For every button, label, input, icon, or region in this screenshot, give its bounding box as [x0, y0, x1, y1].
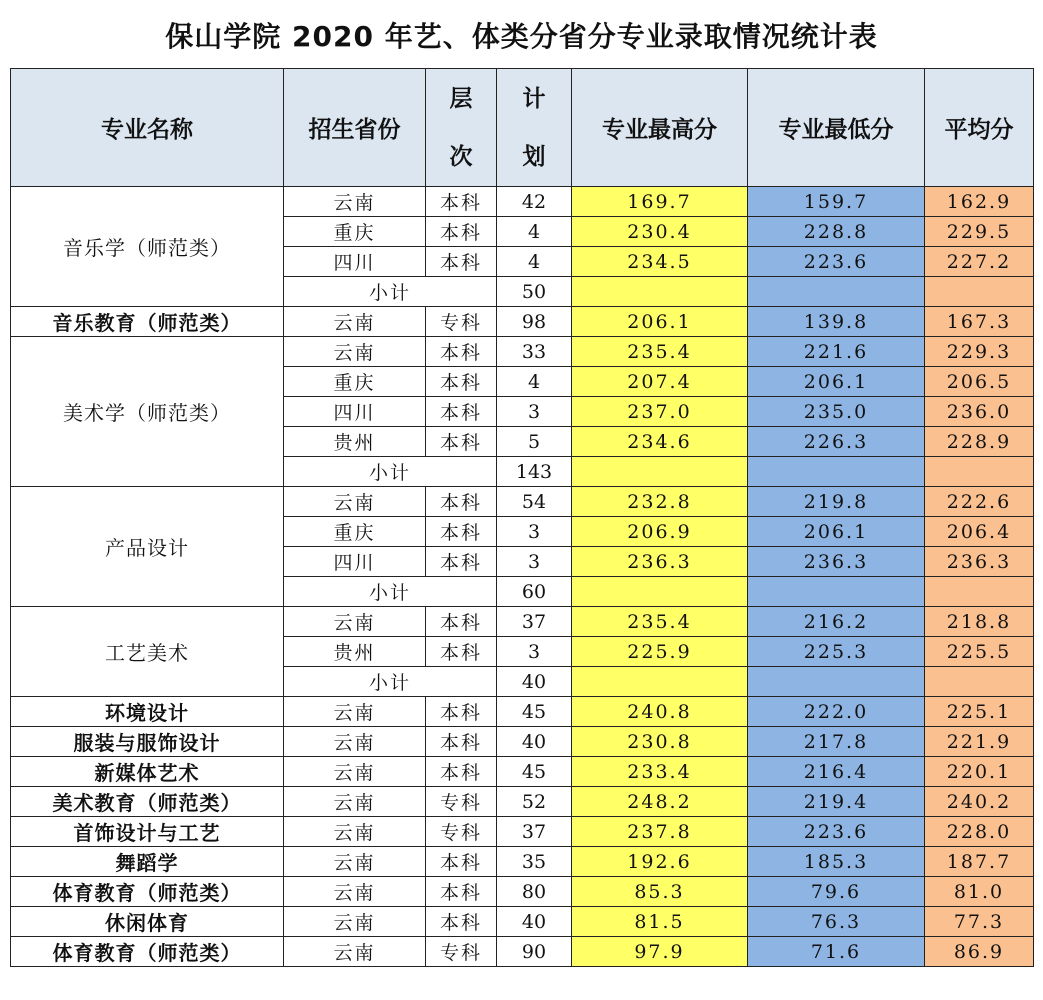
header-level-bottom: 次 — [449, 143, 473, 170]
min-score-cell: 159.7 — [748, 187, 925, 217]
min-score-cell: 79.6 — [748, 877, 925, 907]
level-cell: 专科 — [426, 787, 497, 817]
max-score-cell: 225.9 — [572, 637, 748, 667]
max-score-cell: 235.4 — [572, 607, 748, 637]
major-name: 舞蹈学 — [11, 847, 284, 877]
avg-score-cell: 225.5 — [925, 637, 1034, 667]
avg-score-cell: 167.3 — [925, 307, 1034, 337]
table-row — [11, 727, 1034, 757]
max-score-cell: 234.6 — [572, 427, 748, 457]
header-plan-top: 计 — [522, 85, 546, 112]
plan-cell: 40 — [497, 727, 572, 757]
level-cell: 本科 — [426, 397, 497, 427]
avg-score-cell: 229.3 — [925, 337, 1034, 367]
province-cell: 云南 — [284, 937, 426, 967]
province-cell: 云南 — [284, 607, 426, 637]
level-cell: 本科 — [426, 187, 497, 217]
province-cell: 云南 — [284, 877, 426, 907]
min-score-cell — [748, 667, 925, 697]
max-score-cell: 230.4 — [572, 217, 748, 247]
table-row — [11, 847, 1034, 877]
plan-cell: 42 — [497, 187, 572, 217]
avg-score-cell: 228.0 — [925, 817, 1034, 847]
min-score-cell — [748, 577, 925, 607]
province-cell: 云南 — [284, 847, 426, 877]
max-score-cell: 192.6 — [572, 847, 748, 877]
max-score-cell — [572, 577, 748, 607]
subtotal-label: 小计 — [284, 667, 497, 697]
max-score-cell: 233.4 — [572, 757, 748, 787]
plan-cell: 80 — [497, 877, 572, 907]
plan-cell: 45 — [497, 697, 572, 727]
plan-cell: 90 — [497, 937, 572, 967]
table-body — [11, 187, 1034, 967]
min-score-cell: 71.6 — [748, 937, 925, 967]
avg-score-cell: 220.1 — [925, 757, 1034, 787]
header-row — [11, 69, 1034, 187]
avg-score-cell: 221.9 — [925, 727, 1034, 757]
header-plan — [497, 69, 572, 187]
plan-cell: 3 — [497, 547, 572, 577]
avg-score-cell — [925, 577, 1034, 607]
plan-cell: 3 — [497, 517, 572, 547]
plan-cell: 52 — [497, 787, 572, 817]
min-score-cell: 217.8 — [748, 727, 925, 757]
major-name: 工艺美术 — [11, 607, 284, 697]
subtotal-plan: 143 — [497, 457, 572, 487]
province-cell: 四川 — [284, 547, 426, 577]
level-cell: 本科 — [426, 877, 497, 907]
plan-cell: 33 — [497, 337, 572, 367]
plan-cell: 37 — [497, 607, 572, 637]
province-cell: 云南 — [284, 337, 426, 367]
province-cell: 云南 — [284, 697, 426, 727]
major-name: 音乐教育（师范类） — [11, 307, 284, 337]
avg-score-cell — [925, 277, 1034, 307]
plan-cell: 4 — [497, 217, 572, 247]
avg-score-cell: 206.5 — [925, 367, 1034, 397]
province-cell: 云南 — [284, 727, 426, 757]
major-name: 新媒体艺术 — [11, 757, 284, 787]
max-score-cell: 207.4 — [572, 367, 748, 397]
min-score-cell: 185.3 — [748, 847, 925, 877]
max-score-cell — [572, 667, 748, 697]
level-cell: 本科 — [426, 487, 497, 517]
major-name: 体育教育（师范类） — [11, 877, 284, 907]
max-score-cell: 236.3 — [572, 547, 748, 577]
province-cell: 重庆 — [284, 517, 426, 547]
min-score-cell: 225.3 — [748, 637, 925, 667]
major-name: 产品设计 — [11, 487, 284, 607]
province-cell: 重庆 — [284, 367, 426, 397]
max-score-cell — [572, 457, 748, 487]
min-score-cell: 236.3 — [748, 547, 925, 577]
header-max-score: 专业最高分 — [572, 69, 748, 187]
level-cell: 本科 — [426, 367, 497, 397]
major-name: 音乐学（师范类） — [11, 187, 284, 307]
table-row — [11, 307, 1034, 337]
level-cell: 本科 — [426, 757, 497, 787]
level-cell: 本科 — [426, 547, 497, 577]
level-cell: 专科 — [426, 307, 497, 337]
min-score-cell — [748, 277, 925, 307]
subtotal-label: 小计 — [284, 577, 497, 607]
max-score-cell: 169.7 — [572, 187, 748, 217]
max-score-cell: 248.2 — [572, 787, 748, 817]
min-score-cell: 206.1 — [748, 517, 925, 547]
table-row — [11, 877, 1034, 907]
min-score-cell — [748, 457, 925, 487]
avg-score-cell: 206.4 — [925, 517, 1034, 547]
avg-score-cell: 236.3 — [925, 547, 1034, 577]
max-score-cell: 206.9 — [572, 517, 748, 547]
max-score-cell: 237.8 — [572, 817, 748, 847]
admission-table — [10, 68, 1034, 967]
min-score-cell: 216.2 — [748, 607, 925, 637]
level-cell: 专科 — [426, 817, 497, 847]
level-cell: 本科 — [426, 217, 497, 247]
level-cell: 本科 — [426, 337, 497, 367]
level-cell: 本科 — [426, 247, 497, 277]
major-name: 服装与服饰设计 — [11, 727, 284, 757]
table-row — [11, 937, 1034, 967]
header-level-top: 层 — [449, 85, 473, 112]
avg-score-cell — [925, 457, 1034, 487]
table-row — [11, 697, 1034, 727]
max-score-cell: 230.8 — [572, 727, 748, 757]
subtotal-plan: 60 — [497, 577, 572, 607]
min-score-cell: 223.6 — [748, 247, 925, 277]
min-score-cell: 139.8 — [748, 307, 925, 337]
max-score-cell: 232.8 — [572, 487, 748, 517]
header-major: 专业名称 — [11, 69, 284, 187]
avg-score-cell: 222.6 — [925, 487, 1034, 517]
max-score-cell — [572, 277, 748, 307]
table-row — [11, 757, 1034, 787]
major-name: 美术学（师范类） — [11, 337, 284, 487]
province-cell: 四川 — [284, 397, 426, 427]
max-score-cell: 235.4 — [572, 337, 748, 367]
plan-cell: 35 — [497, 847, 572, 877]
plan-cell: 5 — [497, 427, 572, 457]
plan-cell: 54 — [497, 487, 572, 517]
avg-score-cell: 236.0 — [925, 397, 1034, 427]
min-score-cell: 206.1 — [748, 367, 925, 397]
avg-score-cell — [925, 667, 1034, 697]
level-cell: 本科 — [426, 847, 497, 877]
subtotal-plan: 40 — [497, 667, 572, 697]
major-name: 体育教育（师范类） — [11, 937, 284, 967]
plan-cell: 98 — [497, 307, 572, 337]
header-avg-score: 平均分 — [925, 69, 1034, 187]
header-plan-bottom: 划 — [522, 143, 546, 170]
avg-score-cell: 225.1 — [925, 697, 1034, 727]
province-cell: 云南 — [284, 487, 426, 517]
province-cell: 重庆 — [284, 217, 426, 247]
table-row — [11, 487, 1034, 517]
province-cell: 云南 — [284, 787, 426, 817]
table-row — [11, 817, 1034, 847]
table-row — [11, 787, 1034, 817]
avg-score-cell: 81.0 — [925, 877, 1034, 907]
subtotal-label: 小计 — [284, 457, 497, 487]
plan-cell: 3 — [497, 397, 572, 427]
province-cell: 四川 — [284, 247, 426, 277]
avg-score-cell: 86.9 — [925, 937, 1034, 967]
plan-cell: 45 — [497, 757, 572, 787]
level-cell: 本科 — [426, 637, 497, 667]
level-cell: 本科 — [426, 517, 497, 547]
min-score-cell: 216.4 — [748, 757, 925, 787]
avg-score-cell: 162.9 — [925, 187, 1034, 217]
min-score-cell: 219.8 — [748, 487, 925, 517]
min-score-cell: 76.3 — [748, 907, 925, 937]
table-row — [11, 337, 1034, 367]
max-score-cell: 81.5 — [572, 907, 748, 937]
province-cell: 云南 — [284, 757, 426, 787]
level-cell: 本科 — [426, 697, 497, 727]
level-cell: 专科 — [426, 937, 497, 967]
avg-score-cell: 240.2 — [925, 787, 1034, 817]
province-cell: 云南 — [284, 907, 426, 937]
level-cell: 本科 — [426, 427, 497, 457]
plan-cell: 3 — [497, 637, 572, 667]
max-score-cell: 237.0 — [572, 397, 748, 427]
min-score-cell: 226.3 — [748, 427, 925, 457]
major-name: 美术教育（师范类） — [11, 787, 284, 817]
max-score-cell: 234.5 — [572, 247, 748, 277]
header-min-score: 专业最低分 — [748, 69, 925, 187]
avg-score-cell: 229.5 — [925, 217, 1034, 247]
min-score-cell: 221.6 — [748, 337, 925, 367]
level-cell: 本科 — [426, 907, 497, 937]
province-cell: 云南 — [284, 187, 426, 217]
province-cell: 云南 — [284, 307, 426, 337]
header-level — [426, 69, 497, 187]
min-score-cell: 228.8 — [748, 217, 925, 247]
plan-cell: 4 — [497, 367, 572, 397]
max-score-cell: 85.3 — [572, 877, 748, 907]
max-score-cell: 97.9 — [572, 937, 748, 967]
avg-score-cell: 218.8 — [925, 607, 1034, 637]
plan-cell: 40 — [497, 907, 572, 937]
avg-score-cell: 77.3 — [925, 907, 1034, 937]
major-name: 首饰设计与工艺 — [11, 817, 284, 847]
province-cell: 贵州 — [284, 637, 426, 667]
plan-cell: 37 — [497, 817, 572, 847]
table-row — [11, 187, 1034, 217]
level-cell: 本科 — [426, 727, 497, 757]
min-score-cell: 222.0 — [748, 697, 925, 727]
level-cell: 本科 — [426, 607, 497, 637]
avg-score-cell: 227.2 — [925, 247, 1034, 277]
subtotal-label: 小计 — [284, 277, 497, 307]
avg-score-cell: 228.9 — [925, 427, 1034, 457]
max-score-cell: 206.1 — [572, 307, 748, 337]
province-cell: 云南 — [284, 817, 426, 847]
major-name: 休闲体育 — [11, 907, 284, 937]
province-cell: 贵州 — [284, 427, 426, 457]
header-province: 招生省份 — [284, 69, 426, 187]
max-score-cell: 240.8 — [572, 697, 748, 727]
page-title: 保山学院 2020 年艺、体类分省分专业录取情况统计表 — [165, 20, 878, 53]
subtotal-plan: 50 — [497, 277, 572, 307]
major-name: 环境设计 — [11, 697, 284, 727]
avg-score-cell: 187.7 — [925, 847, 1034, 877]
min-score-cell: 219.4 — [748, 787, 925, 817]
plan-cell: 4 — [497, 247, 572, 277]
table-row — [11, 607, 1034, 637]
min-score-cell: 223.6 — [748, 817, 925, 847]
min-score-cell: 235.0 — [748, 397, 925, 427]
table-row — [11, 907, 1034, 937]
